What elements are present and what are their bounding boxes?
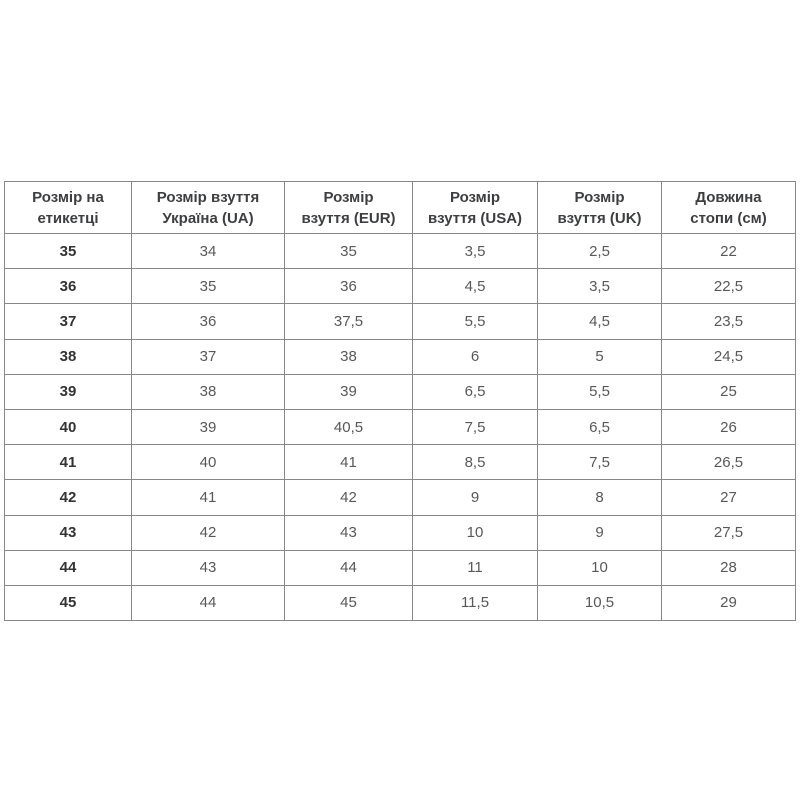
column-header-line2: Україна (UA) — [162, 209, 254, 227]
table-row — [5, 304, 796, 339]
column-header-line2: взуття (EUR) — [301, 209, 396, 227]
column-header-line1: Розмір на — [32, 188, 104, 206]
value-cell: 23,5 — [662, 304, 796, 339]
value-cell: 26 — [662, 409, 796, 444]
table-row — [5, 374, 796, 409]
column-header — [413, 182, 538, 234]
table-row — [5, 585, 796, 620]
value-cell: 26,5 — [662, 445, 796, 480]
size-table-container — [4, 181, 796, 621]
value-cell: 11 — [413, 550, 538, 585]
value-cell: 5,5 — [538, 374, 662, 409]
table-row — [5, 339, 796, 374]
column-header-line1: Довжина — [695, 188, 762, 206]
value-cell: 10 — [538, 550, 662, 585]
value-cell: 4,5 — [413, 269, 538, 304]
value-cell: 27 — [662, 480, 796, 515]
table-row — [5, 409, 796, 444]
column-header-line2: взуття (UK) — [557, 209, 642, 227]
row-label-cell: 38 — [5, 339, 132, 374]
column-header — [538, 182, 662, 234]
column-header — [662, 182, 796, 234]
value-cell: 28 — [662, 550, 796, 585]
value-cell: 24,5 — [662, 339, 796, 374]
value-cell: 6 — [413, 339, 538, 374]
value-cell: 9 — [413, 480, 538, 515]
value-cell: 38 — [285, 339, 413, 374]
row-label-cell: 42 — [5, 480, 132, 515]
column-header-line2: взуття (USA) — [427, 209, 523, 227]
value-cell: 44 — [285, 550, 413, 585]
value-cell: 39 — [285, 374, 413, 409]
row-label-cell: 35 — [5, 234, 132, 269]
value-cell: 40,5 — [285, 409, 413, 444]
value-cell: 6,5 — [413, 374, 538, 409]
row-label-cell: 40 — [5, 409, 132, 444]
row-label-cell: 45 — [5, 585, 132, 620]
value-cell: 7,5 — [413, 409, 538, 444]
value-cell: 8,5 — [413, 445, 538, 480]
column-header-line2: етикетці — [37, 209, 99, 227]
table-row — [5, 445, 796, 480]
column-header — [285, 182, 413, 234]
value-cell: 43 — [132, 550, 285, 585]
row-label-cell: 37 — [5, 304, 132, 339]
value-cell: 40 — [132, 445, 285, 480]
value-cell: 7,5 — [538, 445, 662, 480]
shoe-size-conversion-table — [4, 181, 796, 621]
column-header-line1: Розмір — [449, 188, 501, 206]
value-cell: 27,5 — [662, 515, 796, 550]
row-label-cell: 36 — [5, 269, 132, 304]
column-header — [132, 182, 285, 234]
table-row — [5, 269, 796, 304]
row-label-cell: 44 — [5, 550, 132, 585]
value-cell: 37,5 — [285, 304, 413, 339]
value-cell: 10,5 — [538, 585, 662, 620]
value-cell: 9 — [538, 515, 662, 550]
value-cell: 35 — [132, 269, 285, 304]
row-label-cell: 41 — [5, 445, 132, 480]
column-header-line2: стопи (см) — [690, 209, 767, 227]
column-header-line1: Розмір — [323, 188, 374, 206]
value-cell: 29 — [662, 585, 796, 620]
value-cell: 22 — [662, 234, 796, 269]
value-cell: 42 — [285, 480, 413, 515]
value-cell: 39 — [132, 409, 285, 444]
value-cell: 2,5 — [538, 234, 662, 269]
table-row — [5, 234, 796, 269]
row-label-cell: 43 — [5, 515, 132, 550]
row-label-cell: 39 — [5, 374, 132, 409]
value-cell: 11,5 — [413, 585, 538, 620]
value-cell: 5,5 — [413, 304, 538, 339]
value-cell: 36 — [132, 304, 285, 339]
value-cell: 6,5 — [538, 409, 662, 444]
value-cell: 41 — [132, 480, 285, 515]
value-cell: 41 — [285, 445, 413, 480]
value-cell: 44 — [132, 585, 285, 620]
value-cell: 22,5 — [662, 269, 796, 304]
value-cell: 42 — [132, 515, 285, 550]
value-cell: 25 — [662, 374, 796, 409]
table-header-row — [5, 182, 796, 234]
table-row — [5, 480, 796, 515]
table-row — [5, 550, 796, 585]
value-cell: 37 — [132, 339, 285, 374]
value-cell: 45 — [285, 585, 413, 620]
value-cell: 5 — [538, 339, 662, 374]
value-cell: 36 — [285, 269, 413, 304]
value-cell: 3,5 — [413, 234, 538, 269]
value-cell: 4,5 — [538, 304, 662, 339]
column-header-line1: Розмір — [574, 188, 625, 206]
column-header-line1: Розмір взуття — [156, 188, 260, 206]
value-cell: 43 — [285, 515, 413, 550]
value-cell: 34 — [132, 234, 285, 269]
value-cell: 8 — [538, 480, 662, 515]
table-row — [5, 515, 796, 550]
value-cell: 10 — [413, 515, 538, 550]
column-header — [5, 182, 132, 234]
value-cell: 35 — [285, 234, 413, 269]
value-cell: 3,5 — [538, 269, 662, 304]
value-cell: 38 — [132, 374, 285, 409]
